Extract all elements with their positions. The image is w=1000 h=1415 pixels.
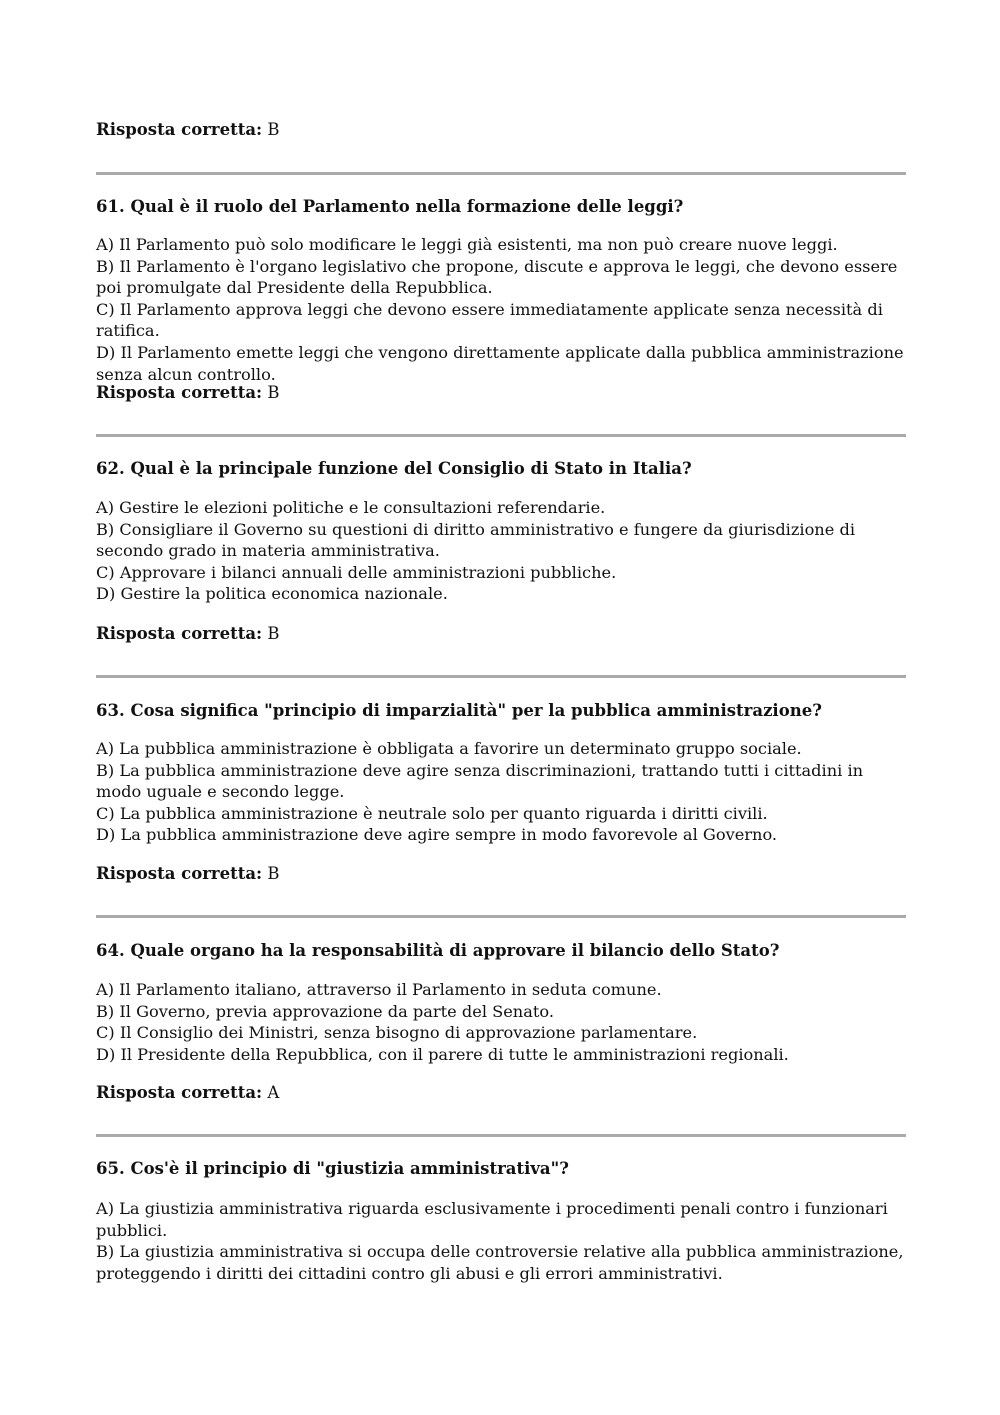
option-b: B) Il Governo, previa approvazione da parte del Senato. bbox=[96, 1001, 554, 1021]
question-title: 61. Qual è il ruolo del Parlamento nella formazione delle leggi? bbox=[96, 197, 684, 216]
answer-line bbox=[96, 1082, 906, 1104]
option-b: B) La pubblica amministrazione deve agire senza discriminazioni, trattando tutti i cittadini in modo uguale e secondo legge. bbox=[96, 760, 864, 802]
question-title: 62. Qual è la principale funzione del Consiglio di Stato in Italia? bbox=[96, 459, 692, 478]
question-options bbox=[96, 979, 906, 1065]
option-b: B) Consigliare il Governo su questioni di diritto amministrativo e fungere da giurisdizione di secondo grado in materia amministrativa. bbox=[96, 519, 856, 561]
option-b: B) Il Parlamento è l'organo legislativo che propone, discute e approva le leggi, che devono essere poi promulgate dal Presidente della Repubblica. bbox=[96, 256, 898, 298]
answer-label: Risposta corretta: bbox=[96, 864, 263, 883]
answer-label: Risposta corretta: bbox=[96, 1083, 263, 1102]
option-c: C) Il Consiglio dei Ministri, senza bisogno di approvazione parlamentare. bbox=[96, 1023, 698, 1043]
answer-value: B bbox=[267, 624, 280, 643]
answer-value: B bbox=[267, 383, 280, 402]
answer-line bbox=[96, 119, 906, 141]
question-title: 64. Quale organo ha la responsabilità di approvare il bilancio dello Stato? bbox=[96, 941, 780, 960]
option-a: A) La pubblica amministrazione è obbligata a favorire un determinato gruppo sociale. bbox=[96, 739, 802, 758]
option-d: D) Gestire la politica economica nazionale. bbox=[96, 584, 448, 604]
answer-line bbox=[96, 863, 906, 885]
answer-label: Risposta corretta: bbox=[96, 624, 263, 643]
option-c: C) Il Parlamento approva leggi che devono essere immediatamente applicate senza necessità di ratifica. bbox=[96, 299, 883, 341]
option-d: D) Il Presidente della Repubblica, con il parere di tutte le amministrazioni regionali. bbox=[96, 1044, 789, 1064]
option-a: A) Gestire le elezioni politiche e le consultazioni referendarie. bbox=[96, 498, 606, 517]
option-c: C) Approvare i bilanci annuali delle amministrazioni pubbliche. bbox=[96, 562, 617, 582]
option-a: A) Il Parlamento può solo modificare le leggi già esistenti, ma non può creare nuove leggi. bbox=[96, 235, 838, 254]
option-d: D) Il Parlamento emette leggi che vengono direttamente applicate dalla pubblica amministrazione senza alcun controllo. bbox=[96, 342, 904, 384]
answer-label: Risposta corretta: bbox=[96, 120, 263, 139]
question-options bbox=[96, 497, 906, 605]
question-options bbox=[96, 234, 906, 385]
option-a: A) Il Parlamento italiano, attraverso il Parlamento in seduta comune. bbox=[96, 980, 662, 999]
question-title: 65. Cos'è il principio di "giustizia amministrativa"? bbox=[96, 1159, 569, 1178]
separator-rule bbox=[96, 1134, 906, 1137]
question-options bbox=[96, 1198, 906, 1284]
separator-rule bbox=[96, 915, 906, 918]
option-d: D) La pubblica amministrazione deve agire sempre in modo favorevole al Governo. bbox=[96, 825, 778, 845]
question-options bbox=[96, 738, 906, 846]
separator-rule bbox=[96, 172, 906, 175]
question-title: 63. Cosa significa "principio di imparzialità" per la pubblica amministrazione? bbox=[96, 701, 822, 720]
answer-value: A bbox=[267, 1083, 280, 1102]
option-a: A) La giustizia amministrativa riguarda esclusivamente i procedimenti penali contro i funzionari pubblici. bbox=[96, 1199, 888, 1240]
option-b: B) La giustizia amministrativa si occupa delle controversie relative alla pubblica amministrazione, proteggendo i diritti dei cittadini contro gli abusi e gli errori amministrativi. bbox=[96, 1242, 904, 1283]
answer-label: Risposta corretta: bbox=[96, 383, 263, 402]
separator-rule bbox=[96, 434, 906, 437]
separator-rule bbox=[96, 675, 906, 678]
answer-line bbox=[96, 623, 906, 645]
answer-line bbox=[96, 382, 906, 404]
answer-value: B bbox=[267, 120, 280, 139]
option-c: C) La pubblica amministrazione è neutrale solo per quanto riguarda i diritti civili. bbox=[96, 803, 768, 823]
answer-value: B bbox=[267, 864, 280, 883]
